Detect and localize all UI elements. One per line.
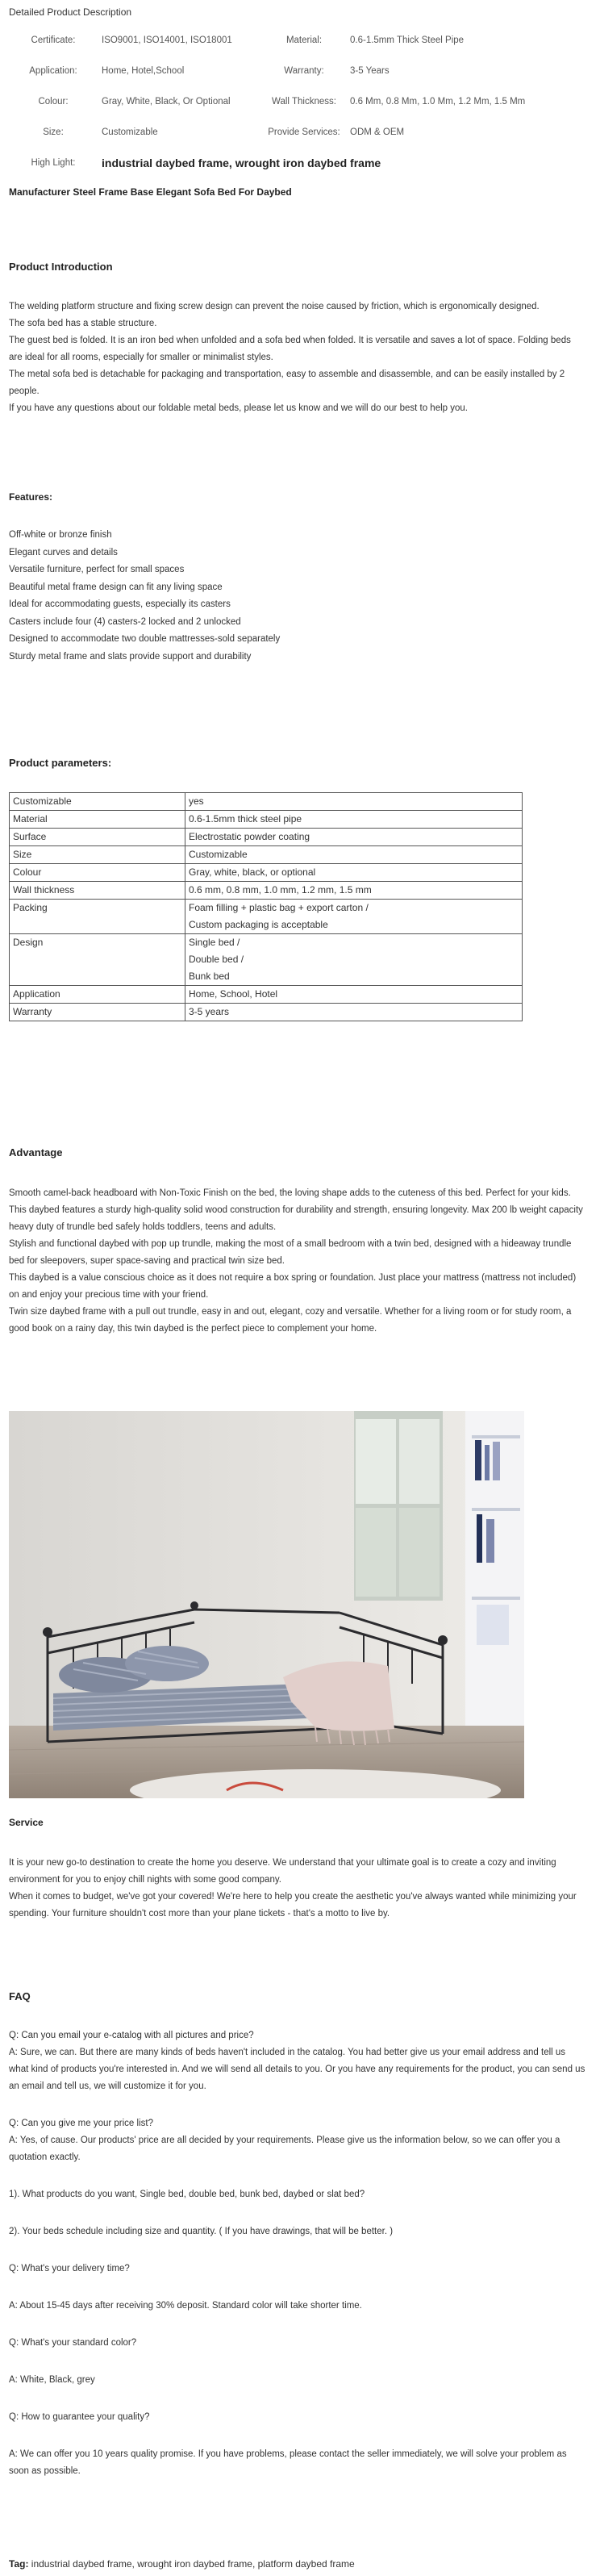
feature-item: Sturdy metal frame and slats provide support and durability — [9, 651, 252, 662]
param-value — [185, 900, 523, 934]
tag-link-platform-daybed-frame[interactable]: platform daybed frame — [257, 2558, 355, 2570]
spec-label: Material: — [285, 35, 323, 45]
advantage-paragraph: Smooth camel-back headboard with Non-Toxic Finish on the bed, the loving shape adds to the cuteness of this bed. Perfect for your kids. — [9, 1188, 571, 1198]
feature-item: Elegant curves and details — [9, 547, 118, 557]
param-value-line: 0.6-1.5mm thick steel pipe — [189, 813, 302, 825]
param-value-line: 3-5 years — [189, 1006, 230, 1017]
feature-item: Off-white or bronze finish — [9, 530, 112, 540]
spec-row — [0, 25, 525, 56]
param-key: Material — [10, 811, 185, 829]
spec-row — [0, 56, 525, 86]
product-title: Manufacturer Steel Frame Base Elegant Sofa Bed For Daybed — [9, 186, 292, 198]
spec-value: 3-5 Years — [350, 66, 390, 76]
feature-item: Ideal for accommodating guests, especially its casters — [9, 599, 231, 609]
param-key: Wall thickness — [10, 882, 185, 900]
spec-value: ISO9001, ISO14001, ISO18001 — [102, 35, 232, 45]
spec-label: Provide Services: — [268, 127, 340, 137]
param-value-line: Custom packaging is acceptable — [189, 919, 328, 930]
spec-table — [0, 25, 525, 178]
features-title: Features: — [9, 491, 53, 503]
features-list — [9, 527, 573, 666]
param-row — [10, 934, 523, 986]
intro-paragraph: The sofa bed has a stable structure. — [9, 319, 157, 328]
spec-value: ODM & OEM — [350, 127, 405, 137]
param-row — [10, 1004, 523, 1021]
service-paragraph: When it comes to budget, we've got your covered! We're here to help you create the aesthetic you've always wanted while minimizing your spending. Your furniture shouldn't cost more than your plane tickets - that's a motto to live by. — [9, 1892, 577, 1918]
faq-answer: A: We can offer you 10 years quality promise. If you have problems, please contact the seller immediately, we will solve your problem as soon as possible. — [9, 2449, 567, 2476]
spec-label: Wall Thickness: — [272, 97, 336, 106]
spec-value: Customizable — [102, 127, 158, 137]
service-paragraph: It is your new go-to destination to create the home you deserve. We understand that your ultimate goal is to create a cozy and inviting environment for you to enjoy chill nights with some good company. — [9, 1858, 556, 1885]
param-value-line: Foam filling + plastic bag + export carton / — [189, 902, 369, 913]
faq-answer: A: About 15-45 days after receiving 30% deposit. Standard color will take shorter time. — [9, 2301, 362, 2311]
advantage-title: Advantage — [9, 1146, 63, 1159]
faq-answer: A: Sure, we can. But there are many kinds of beds haven't included in the catalog. You had better give us your email address and tell us what kind of products you're interested in. And we will send all details to you. Or you have any requirements for the product, you can send us an email and tell us, we will customize it for you. — [9, 2048, 585, 2091]
faq-question: Q: Can you email your e-catalog with all pictures and price? — [9, 2031, 254, 2040]
spec-label: Colour: — [38, 97, 69, 106]
param-key: Size — [10, 846, 185, 864]
tag-link-wrought-iron-daybed-frame[interactable]: wrought iron daybed frame — [137, 2558, 252, 2570]
param-row — [10, 829, 523, 846]
faq-body — [9, 2027, 585, 2480]
faq-question: Q: Can you give me your price list? — [9, 2119, 153, 2128]
highlight-row — [0, 148, 525, 178]
params-title: Product parameters: — [9, 757, 112, 769]
param-key: Surface — [10, 829, 185, 846]
faq-question: Q: What's your standard color? — [9, 2338, 137, 2348]
param-value — [185, 986, 523, 1004]
advantage-paragraph: This daybed features a sturdy high-quality solid wood construction for durability and strength, ensuring longevity. Max 200 lb weight capacity heavy duty of trundle bed safely holds toddlers, teens and adults. — [9, 1205, 583, 1232]
daybed-photo — [9, 1411, 524, 1798]
tag-label: Tag: — [9, 2558, 29, 2570]
params-table — [9, 792, 523, 1021]
param-key: Design — [10, 934, 185, 986]
param-value-line: Home, School, Hotel — [189, 988, 278, 1000]
param-value-line: yes — [189, 795, 204, 807]
param-row — [10, 900, 523, 934]
param-row — [10, 811, 523, 829]
spec-label: Certificate: — [31, 35, 76, 45]
param-key: Customizable — [10, 793, 185, 811]
spec-row — [0, 117, 525, 148]
feature-item: Beautiful metal frame design can fit any living space — [9, 582, 223, 592]
faq-question: Q: What's your delivery time? — [9, 2264, 130, 2273]
advantage-body — [9, 1185, 585, 1338]
param-key: Colour — [10, 864, 185, 882]
intro-paragraph: If you have any questions about our foldable metal beds, please let us know and we will do our best to help you. — [9, 403, 468, 413]
highlight-value: industrial daybed frame, wrought iron daybed frame — [102, 157, 381, 169]
feature-item: Casters include four (4) casters-2 locked and 2 unlocked — [9, 616, 241, 627]
faq-question: Q: How to guarantee your quality? — [9, 2412, 150, 2422]
param-key: Application — [10, 986, 185, 1004]
param-value — [185, 882, 523, 900]
tag-line: Tag: industrial daybed frame, wrought iron daybed frame, platform daybed frame — [9, 2558, 355, 2570]
param-key: Packing — [10, 900, 185, 934]
spec-value: Home, Hotel,School — [102, 66, 185, 76]
spec-value: 0.6 Mm, 0.8 Mm, 1.0 Mm, 1.2 Mm, 1.5 Mm — [350, 97, 526, 106]
intro-paragraph: The metal sofa bed is detachable for packaging and transportation, easy to assemble and disassemble, and can be easily installed by 2 people. — [9, 369, 565, 396]
param-row — [10, 793, 523, 811]
param-row — [10, 986, 523, 1004]
param-value-line: Electrostatic powder coating — [189, 831, 310, 842]
param-row — [10, 846, 523, 864]
spec-label: Application: — [29, 66, 77, 76]
faq-answer: A: White, Black, grey — [9, 2375, 95, 2385]
param-value-line: 0.6 mm, 0.8 mm, 1.0 mm, 1.2 mm, 1.5 mm — [189, 884, 372, 896]
feature-item: Designed to accommodate two double mattresses-sold separately — [9, 634, 281, 644]
detail-header-title: Detailed Product Description — [9, 6, 132, 18]
advantage-paragraph: Twin size daybed frame with a pull out trundle, easy in and out, elegant, cozy and versatile. Whether for a living room or for study room, a good book on a rainy day, this twin daybed is the perfect piece to complement your home. — [9, 1307, 572, 1334]
param-value-line: Double bed / — [189, 954, 244, 965]
param-value-line: Bunk bed — [189, 971, 230, 982]
spec-row — [0, 86, 525, 117]
spec-label: Warranty: — [284, 66, 324, 76]
param-value-line: Gray, white, black, or optional — [189, 866, 316, 878]
feature-item: Versatile furniture, perfect for small spaces — [9, 565, 185, 574]
intro-body — [9, 299, 585, 417]
tag-link-industrial-daybed-frame[interactable]: industrial daybed frame — [31, 2558, 132, 2570]
spec-label: Size: — [43, 127, 64, 137]
param-value — [185, 934, 523, 986]
intro-title: Product Introduction — [9, 261, 113, 273]
spec-value: 0.6-1.5mm Thick Steel Pipe — [350, 35, 465, 45]
highlight-label: High Light: — [31, 158, 76, 168]
param-value — [185, 864, 523, 882]
advantage-paragraph: This daybed is a value conscious choice as it does not require a box spring or foundation. Just place your mattress (mattress not included) on and enjoy your precious time with your friend. — [9, 1273, 577, 1300]
advantage-paragraph: Stylish and functional daybed with pop up trundle, making the most of a small bedroom with a twin bed, designed with a hideaway trundle bed for sleepovers, super space-saving and practical twin size bed. — [9, 1239, 572, 1266]
faq-answer: A: Yes, of cause. Our products' price are all decided by your requirements. Please give us the information below, so we can offer you a quotation exactly. — [9, 2136, 560, 2162]
intro-paragraph: The guest bed is folded. It is an iron bed when unfolded and a sofa bed when folded. It is versatile and saves a lot of space. Folding beds are ideal for all rooms, especially for smaller or minimalist styles. — [9, 336, 571, 362]
faq-answer: 1). What products do you want, Single bed, double bed, bunk bed, daybed or slat bed? — [9, 2190, 365, 2199]
param-row — [10, 882, 523, 900]
param-value — [185, 811, 523, 829]
param-value — [185, 846, 523, 864]
faq-answer: 2). Your beds schedule including size and quantity. ( If you have drawings, that will be better. ) — [9, 2227, 394, 2236]
param-key: Warranty — [10, 1004, 185, 1021]
service-title: Service — [9, 1817, 44, 1828]
param-value — [185, 829, 523, 846]
param-row — [10, 864, 523, 882]
param-value — [185, 1004, 523, 1021]
spec-value: Gray, White, Black, Or Optional — [102, 97, 231, 106]
intro-paragraph: The welding platform structure and fixing screw design can prevent the noise caused by friction, which is ergonomically designed. — [9, 302, 540, 311]
param-value-line: Customizable — [189, 849, 248, 860]
param-value-line: Single bed / — [189, 937, 240, 948]
service-body — [9, 1855, 585, 1923]
param-value — [185, 793, 523, 811]
faq-title: FAQ — [9, 1990, 31, 2002]
